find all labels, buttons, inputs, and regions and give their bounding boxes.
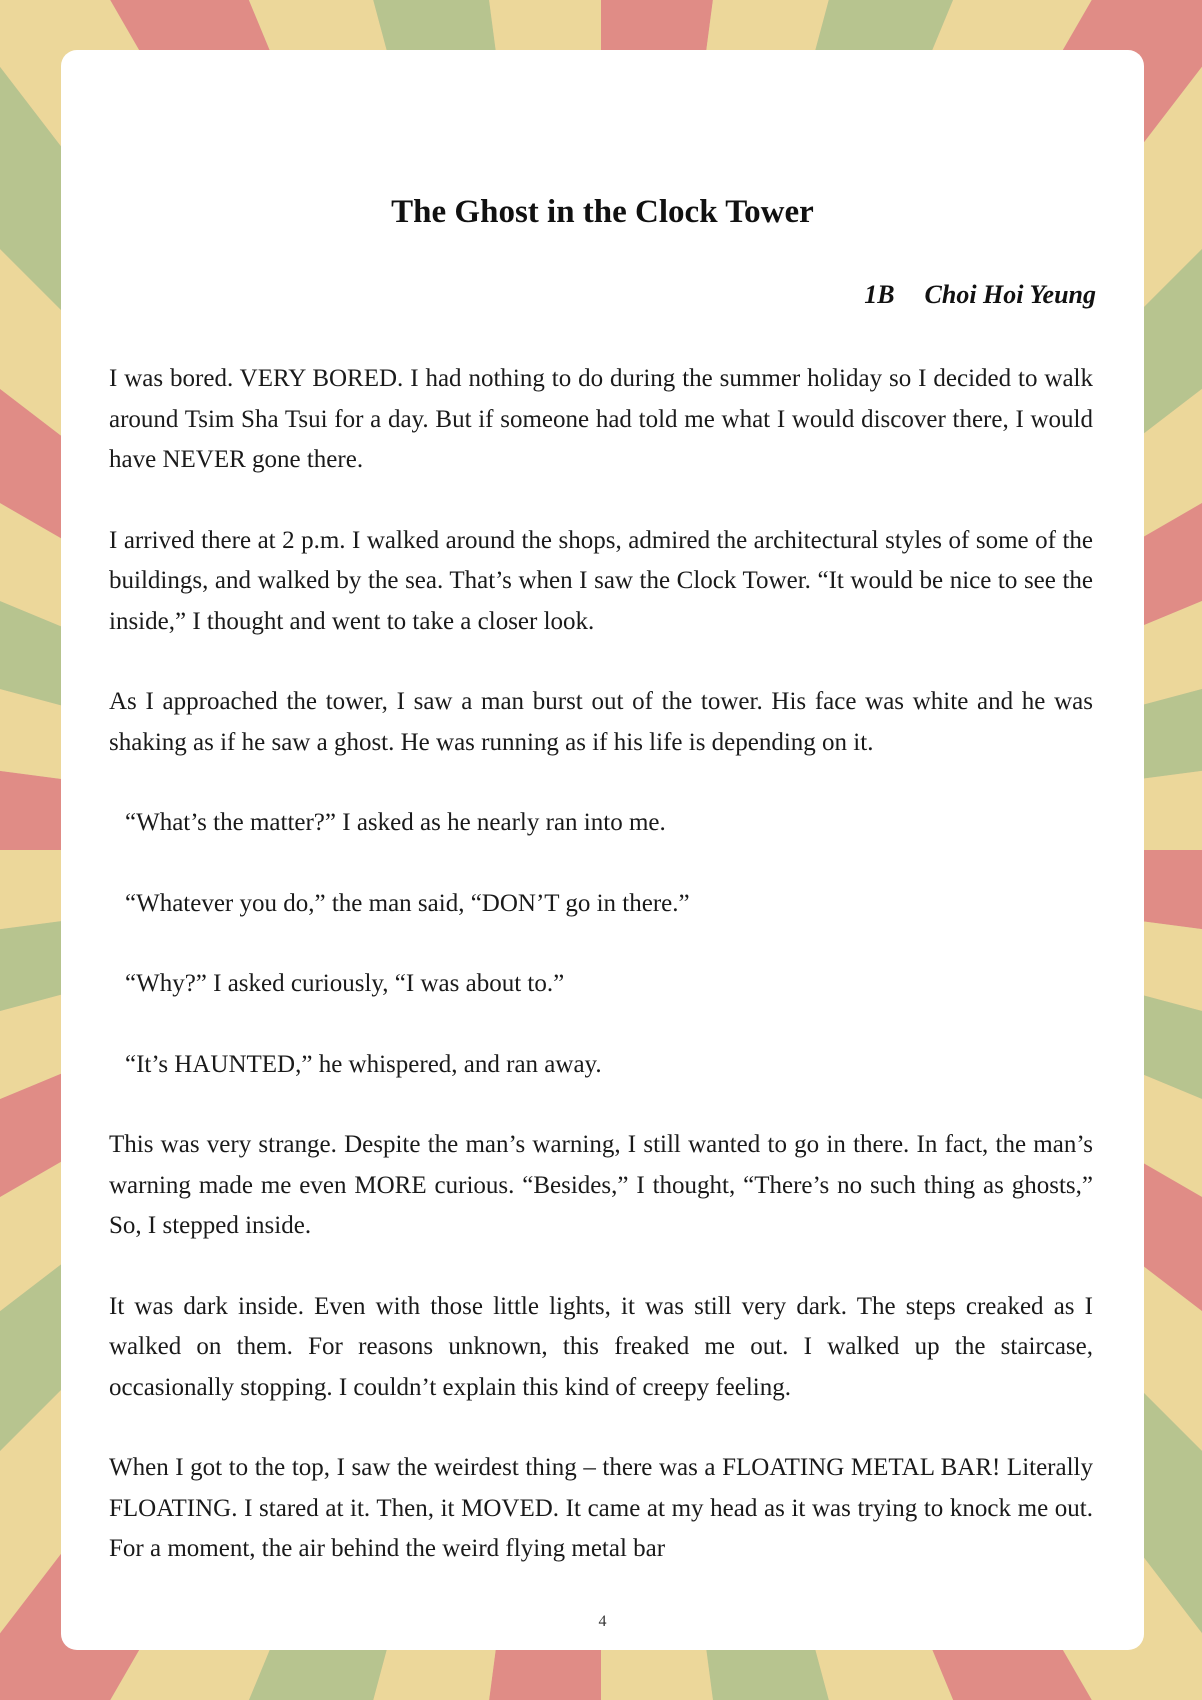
dialogue-line: “Why?” I asked curiously, “I was about to.” bbox=[125, 970, 565, 997]
author-class: 1B bbox=[864, 280, 895, 309]
story-title: The Ghost in the Clock Tower bbox=[391, 194, 814, 230]
author-line bbox=[864, 278, 1096, 312]
paragraph: I arrived there at 2 p.m. I walked around the shops, admired the architectural styles of some of the buildings, and walked by the sea. That’s when I saw the Clock Tower. “It would be nice to see the inside,” I thought and went to take a closer look. bbox=[109, 526, 1093, 635]
author-name: Choi Hoi Yeung bbox=[924, 280, 1096, 309]
paragraph: This was very strange. Despite the man’s warning, I still wanted to go in there. In fact, the man’s warning made me even MORE curious. “Besides,” I thought, “There’s no such thing as ghosts,” So, I stepped inside. bbox=[109, 1131, 1093, 1239]
paragraph: When I got to the top, I saw the weirdest thing – there was a FLOATING METAL BAR! Literally FLOATING. I stared at it. Then, it MOVED. It came at my head as it was trying to knock me out. For a moment, the air behind the weird flying metal bar bbox=[109, 1454, 1093, 1562]
dialogue-line: “What’s the matter?” I asked as he nearly ran into me. bbox=[125, 809, 666, 836]
document-page bbox=[61, 50, 1144, 1650]
paragraph: I was bored. VERY BORED. I had nothing to do during the summer holiday so I decided to walk around Tsim Sha Tsui for a day. But if someone had told me what I would discover there, I would have NEVER gone there. bbox=[109, 365, 1093, 473]
paragraph: It was dark inside. Even with those little lights, it was still very dark. The steps creaked as I walked on them. For reasons unknown, this freaked me out. I walked up the staircase, occasionally stopping. I couldn’t explain this kind of creepy feeling. bbox=[109, 1292, 1093, 1401]
dialogue-line: “It’s HAUNTED,” he whispered, and ran away. bbox=[125, 1050, 602, 1078]
page-number: 4 bbox=[598, 1613, 607, 1630]
story-body bbox=[109, 359, 1093, 1610]
dialogue-line: “Whatever you do,” the man said, “DON’T go in there.” bbox=[125, 889, 690, 917]
paragraph: As I approached the tower, I saw a man burst out of the tower. His face was white and he was shaking as if he saw a ghost. He was running as if his life is depending on it. bbox=[109, 688, 1093, 756]
